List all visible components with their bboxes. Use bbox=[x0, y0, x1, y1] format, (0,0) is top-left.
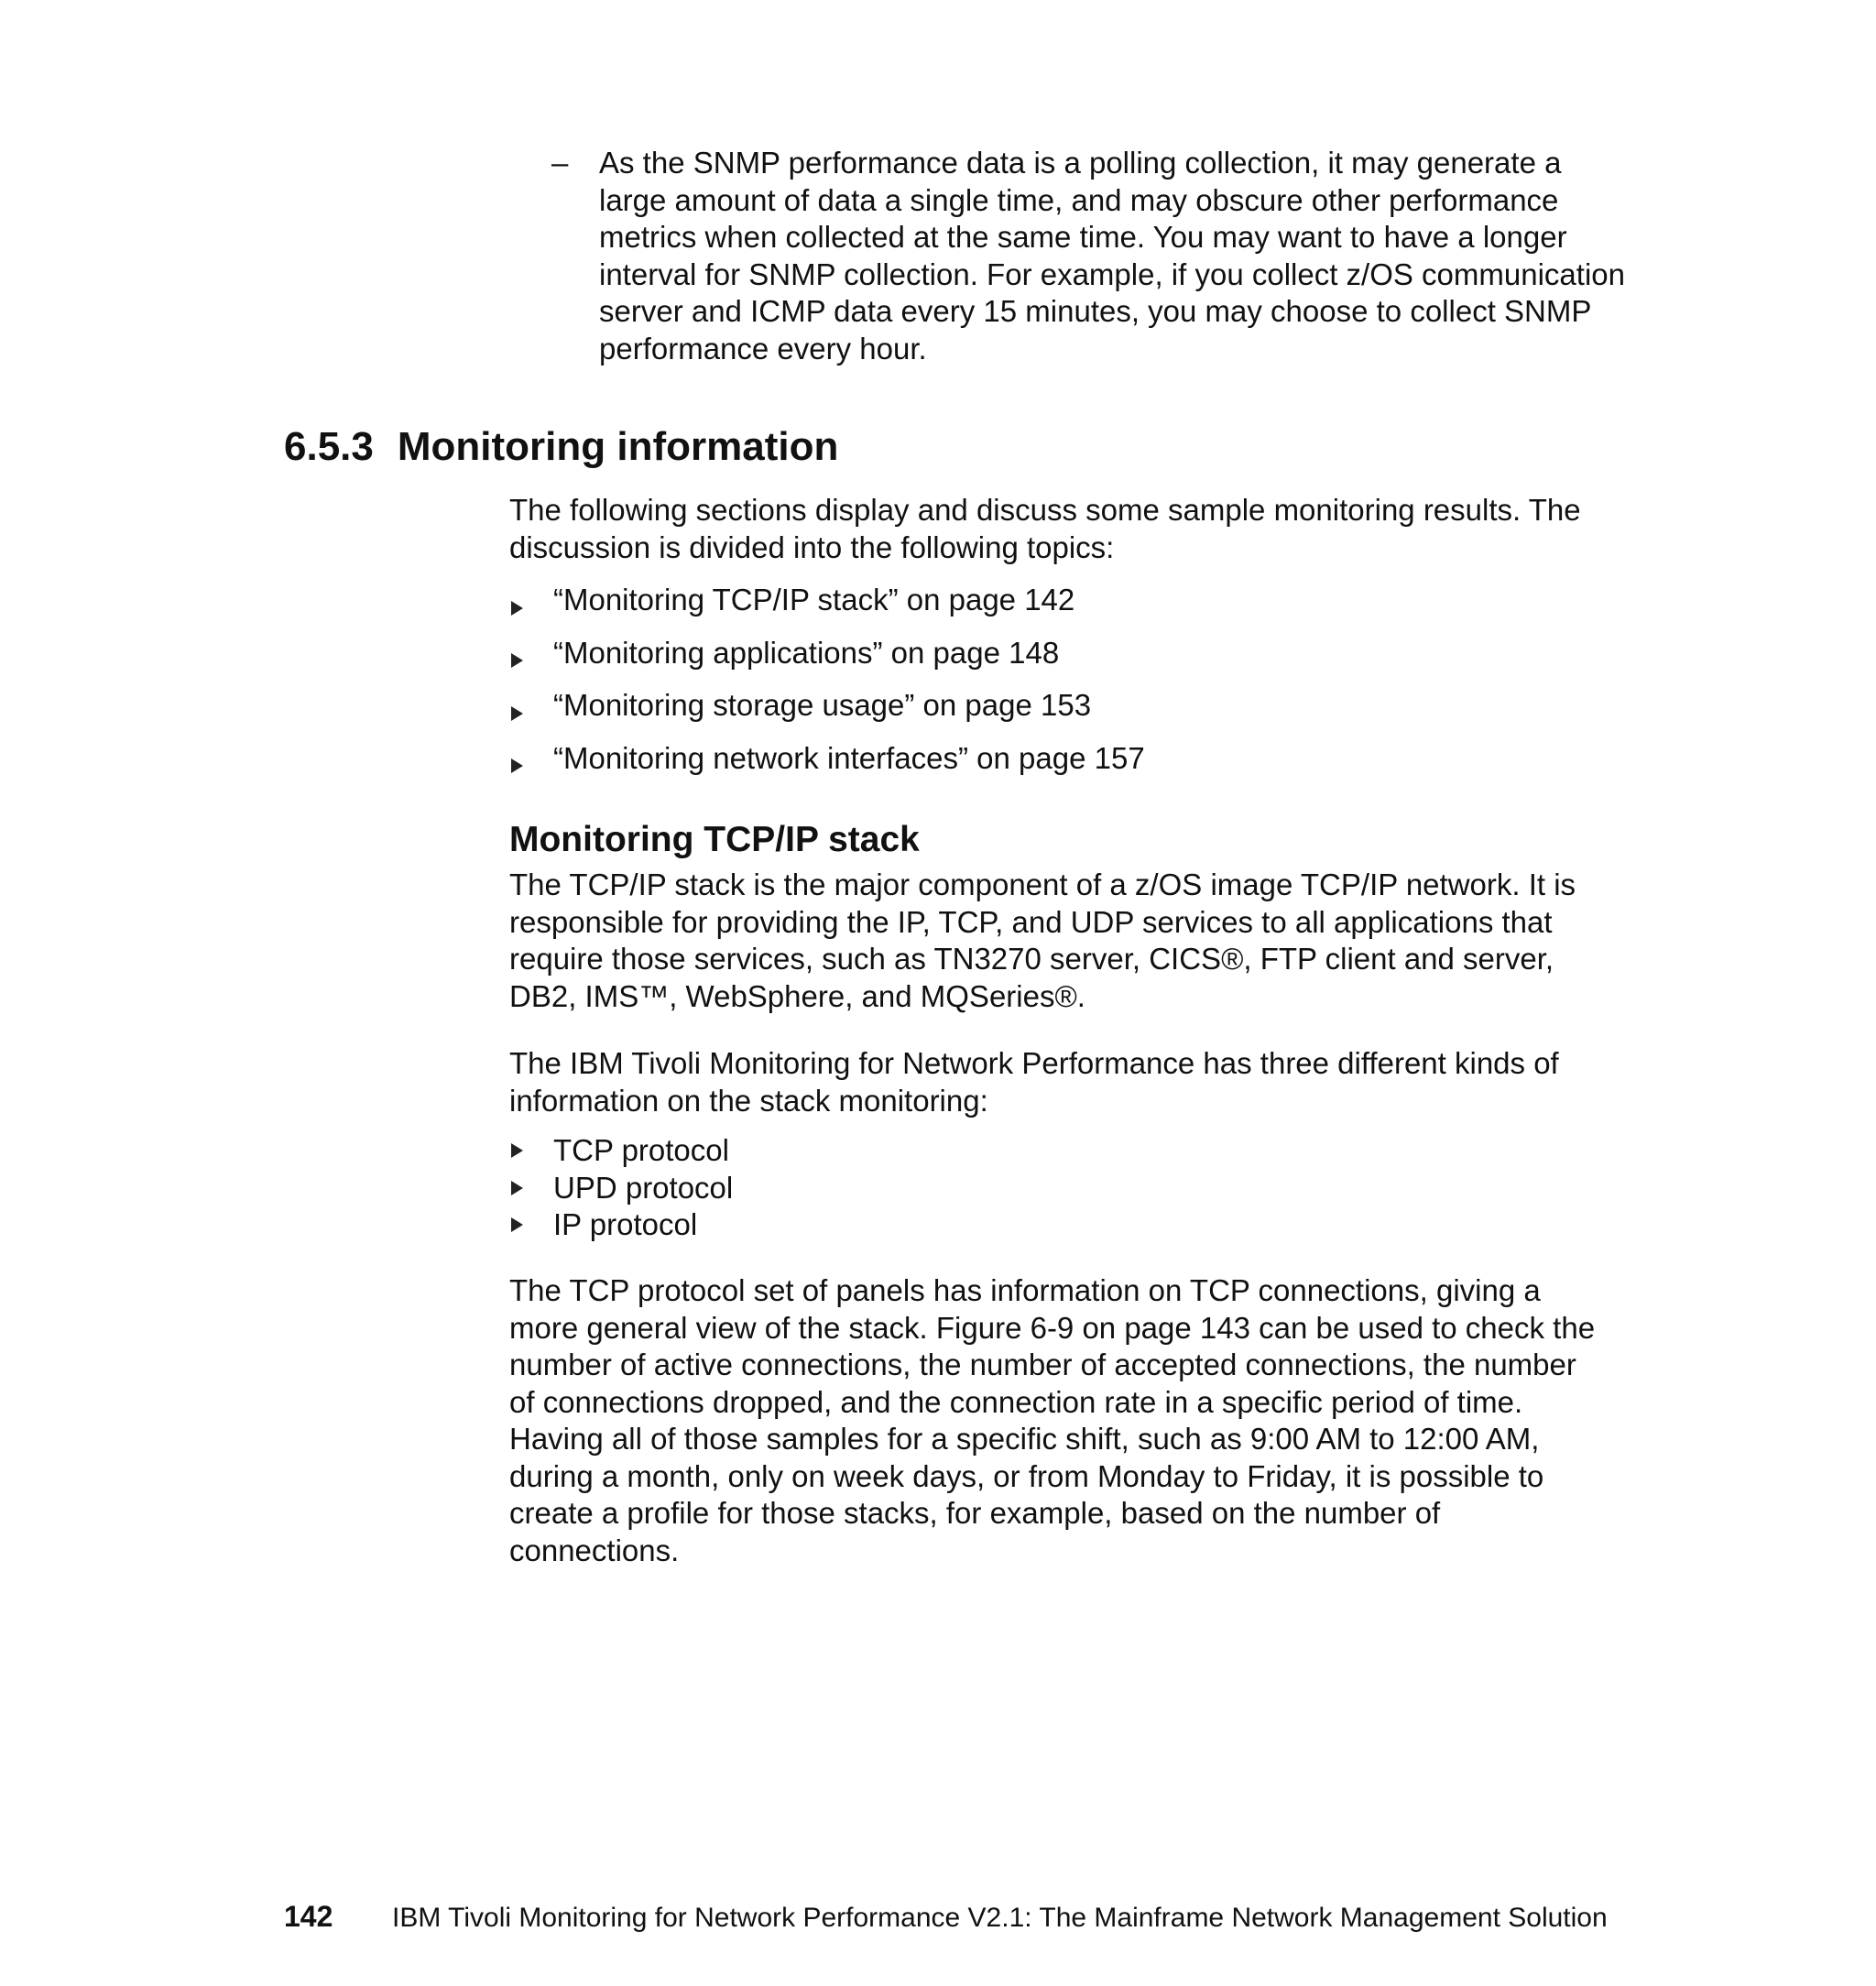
triangle-bullet-icon bbox=[511, 601, 523, 616]
topic-link-text: “Monitoring applications” on page 148 bbox=[553, 635, 1060, 670]
topic-link-item[interactable] bbox=[509, 582, 1145, 635]
topic-link-item[interactable] bbox=[509, 740, 1145, 793]
protocol-list-item bbox=[509, 1132, 733, 1170]
triangle-bullet-icon bbox=[511, 1143, 523, 1158]
protocol-list bbox=[509, 1132, 733, 1244]
triangle-bullet-icon bbox=[511, 758, 523, 773]
topic-link-text: “Monitoring TCP/IP stack” on page 142 bbox=[553, 583, 1075, 617]
page-footer bbox=[284, 1898, 1608, 1937]
dash-marker: – bbox=[551, 146, 569, 180]
triangle-bullet-icon bbox=[511, 706, 523, 721]
topic-link-text: “Monitoring network interfaces” on page 157 bbox=[553, 740, 1145, 775]
tcpip-stack-paragraph: The TCP/IP stack is the major component of a z/OS image TCP/IP network. It is responsible for providing the IP, TCP, and UDP services to all applications that require those services, such as TN3270 server, CICS®, FTP client and server, DB2, IMS™, WebSphere, and MQSeries®. bbox=[509, 868, 1576, 1013]
protocol-list-item bbox=[509, 1206, 733, 1244]
book-title: IBM Tivoli Monitoring for Network Performance V2.1: The Mainframe Network Management Solution bbox=[392, 1903, 1608, 1933]
topic-link-list bbox=[509, 582, 1145, 792]
section-heading bbox=[284, 423, 838, 471]
triangle-bullet-icon bbox=[511, 1217, 523, 1232]
section-number: 6.5.3 bbox=[284, 424, 374, 469]
triangle-bullet-icon bbox=[511, 1181, 523, 1195]
protocol-name: UPD protocol bbox=[553, 1170, 734, 1205]
topic-link-item[interactable] bbox=[509, 635, 1145, 688]
section-intro-paragraph: The following sections display and discuss some sample monitoring results. The discussion is divided into the following topics: bbox=[509, 493, 1581, 564]
monitoring-kinds-paragraph: The IBM Tivoli Monitoring for Network Performance has three different kinds of information on the stack monitoring: bbox=[509, 1046, 1559, 1118]
page-number: 142 bbox=[284, 1900, 333, 1933]
dash-item-text: As the SNMP performance data is a polling collection, it may generate a large amount of data a single time, and may obscure other performance metrics when collected at the same time. You may want to have a longer interval for SNMP collection. For example, if you collect z/OS communication server and ICMP data every 15 minutes, you may choose to collect SNMP performance every hour. bbox=[599, 146, 1625, 366]
triangle-bullet-icon bbox=[511, 653, 523, 668]
section-title: Monitoring information bbox=[397, 424, 839, 469]
topic-link-item[interactable] bbox=[509, 687, 1145, 740]
protocol-name: IP protocol bbox=[553, 1207, 698, 1241]
topic-link-text: “Monitoring storage usage” on page 153 bbox=[553, 688, 1092, 722]
protocol-list-item bbox=[509, 1170, 733, 1207]
subsection-heading: Monitoring TCP/IP stack bbox=[509, 820, 920, 859]
protocol-name: TCP protocol bbox=[553, 1133, 729, 1167]
tcp-protocol-paragraph: The TCP protocol set of panels has information on TCP connections, giving a more general view of the stack. Figure 6-9 on page 143 can be used to check the number of active connections, the number of accepted connections, the number of connections dropped, and the connection rate in a specific period of time. Having all of those samples for a specific shift, such as 9:00 AM to 12:00 AM, during a month, only on week days, or from Monday to Friday, it is possible to create a profile for those stacks, for example, based on the number of connections. bbox=[509, 1273, 1596, 1567]
